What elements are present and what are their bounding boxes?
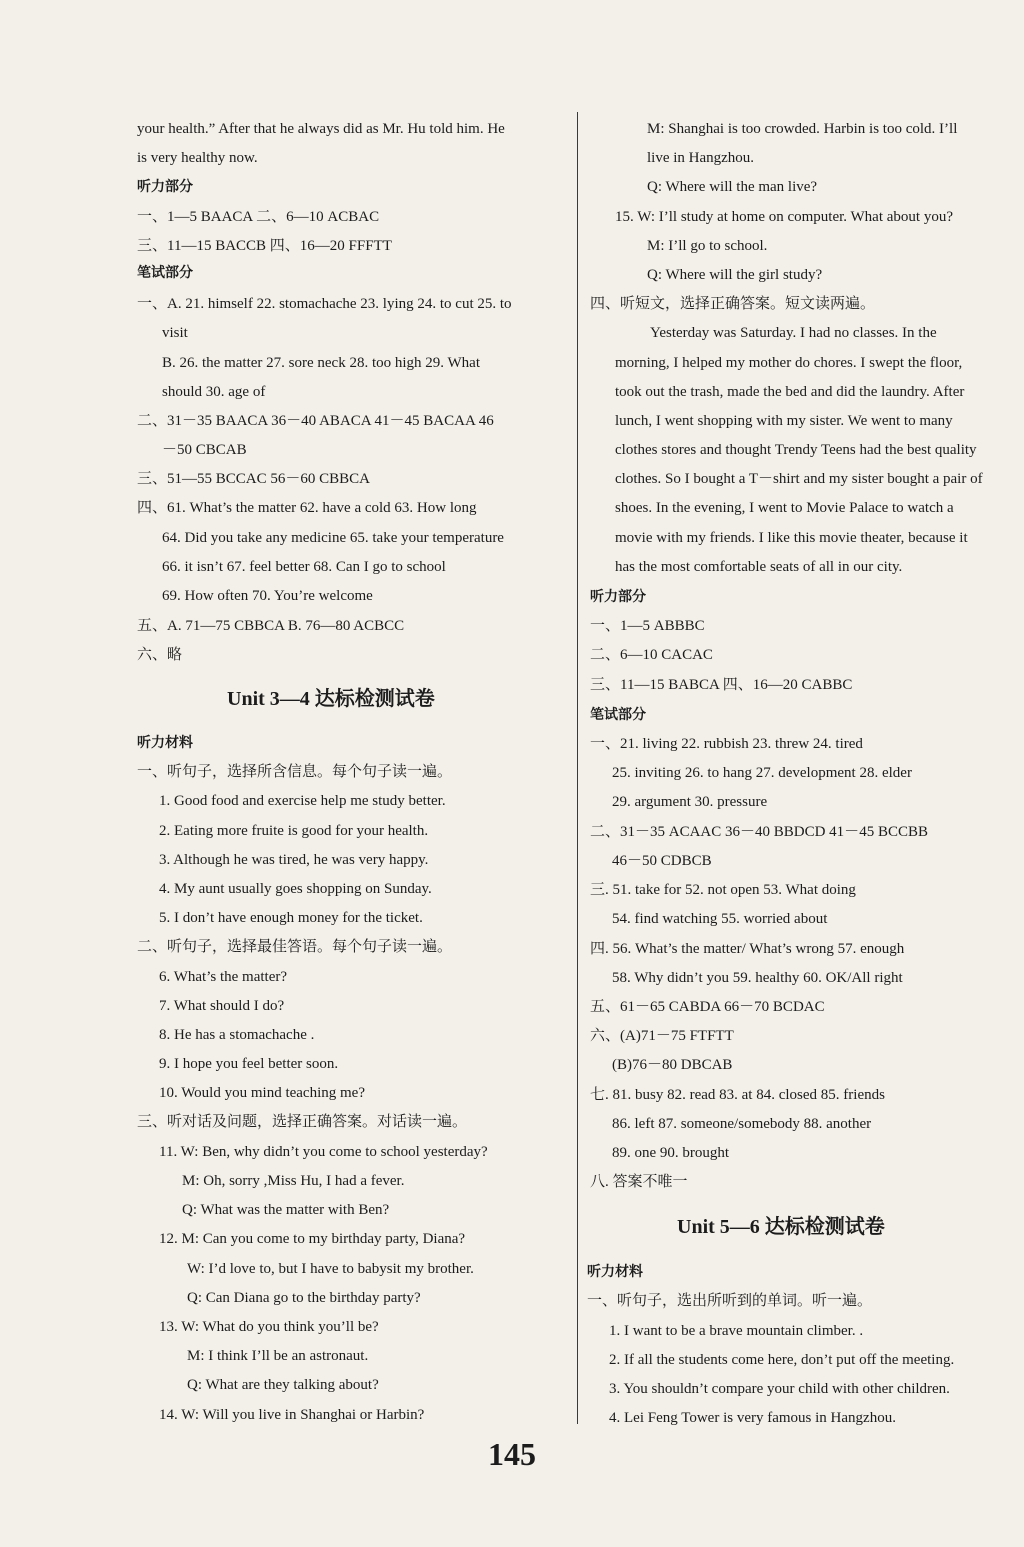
answer-line: 三、11—15 BACCB 四、16—20 FFFTT (137, 238, 392, 254)
text-line: 1. Good food and exercise help me study better. (159, 793, 446, 809)
answer-line: 66. it isn’t 67. feel better 68. Can I go to school (162, 559, 446, 575)
text-line: 1. I want to be a brave mountain climber. . (609, 1323, 864, 1339)
answer-line: 四、61. What’s the matter 62. have a cold 63. How long (137, 500, 477, 516)
answer-line: 一、1—5 BAACA 二、6—10 ACBAC (137, 209, 380, 225)
unit-title: Unit 3—4 达标检测试卷 (227, 688, 435, 710)
dialogue-line: 11. W: Ben, why didn’t you come to school yesterday? (159, 1144, 488, 1160)
passage-line: movie with my friends. I like this movie theater, because it (615, 530, 968, 546)
unit-title: Unit 5—6 达标检测试卷 (677, 1216, 885, 1238)
text-line: 4. Lei Feng Tower is very famous in Hangzhou. (609, 1410, 896, 1426)
dialogue-line: Q: Where will the girl study? (647, 267, 823, 283)
answer-line: 一、A. 21. himself 22. stomachache 23. lying 24. to cut 25. to (137, 296, 512, 312)
text-line: 2. If all the students come here, don’t put off the meeting. (609, 1352, 955, 1368)
dialogue-line: 12. M: Can you come to my birthday party, Diana? (159, 1231, 466, 1247)
passage-line: has the most comfortable seats of all in our city. (615, 559, 903, 575)
page-number: 145 (488, 1436, 536, 1472)
dialogue-line: live in Hangzhou. (647, 150, 755, 166)
answer-line: 一、1—5 ABBBC (590, 618, 705, 634)
text-line: your health.” After that he always did as Mr. Hu told him. He (137, 121, 505, 137)
answer-line: should 30. age of (162, 384, 266, 400)
answer-line: 六、略 (137, 647, 183, 663)
text-line: 6. What’s the matter? (159, 969, 288, 985)
answer-line: 一、21. living 22. rubbish 23. threw 24. tired (590, 736, 863, 752)
section-heading: 听力材料 (587, 1264, 643, 1280)
answer-line: 25. inviting 26. to hang 27. development 28. elder (612, 765, 912, 781)
dialogue-line: Q: Where will the man live? (647, 179, 818, 195)
section-heading: 听力材料 (137, 735, 193, 751)
text-line: 3. Although he was tired, he was very happy. (159, 852, 429, 868)
text-line: 10. Would you mind teaching me? (159, 1085, 365, 1101)
answer-line: 三、51—55 BCCAC 56－60 CBBCA (137, 471, 370, 487)
answer-line: 三. 51. take for 52. not open 53. What doing (590, 882, 856, 898)
answer-line: 四. 56. What’s the matter/ What’s wrong 57. enough (590, 941, 905, 957)
answer-line: 64. Did you take any medicine 65. take your temperature (162, 530, 504, 546)
answer-line: 五、61－65 CABDA 66－70 BCDAC (590, 999, 825, 1015)
text-line: 3. You shouldn’t compare your child with other children. (609, 1381, 950, 1397)
column-divider (577, 112, 578, 1424)
dialogue-line: Q: Can Diana go to the birthday party? (187, 1290, 421, 1306)
text-line: 2. Eating more fruite is good for your health. (159, 823, 429, 839)
instruction-line: 三、听对话及问题，选择正确答案。对话读一遍。 (137, 1114, 468, 1130)
passage-line: Yesterday was Saturday. I had no classes. In the (650, 325, 937, 341)
dialogue-line: M: I’ll go to school. (647, 238, 768, 254)
answer-line: 69. How often 70. You’re welcome (162, 588, 373, 604)
passage-line: morning, I helped my mother do chores. I swept the floor, (615, 355, 963, 371)
answer-line: 54. find watching 55. worried about (612, 911, 828, 927)
answer-line: －50 CBCAB (162, 442, 247, 458)
dialogue-line: Q: What are they talking about? (187, 1377, 379, 1393)
dialogue-line: 15. W: I’ll study at home on computer. What about you? (615, 209, 953, 225)
section-heading: 听力部分 (137, 179, 193, 195)
dialogue-line: W: I’d love to, but I have to babysit my brother. (187, 1261, 474, 1277)
instruction-line: 一、听句子，选出所听到的单词。听一遍。 (587, 1293, 873, 1309)
dialogue-line: M: Oh, sorry ,Miss Hu, I had a fever. (182, 1173, 405, 1189)
text-line: is very healthy now. (137, 150, 258, 166)
text-line: 9. I hope you feel better soon. (159, 1056, 339, 1072)
answer-line: B. 26. the matter 27. sore neck 28. too high 29. What (162, 355, 480, 371)
dialogue-line: 13. W: What do you think you’ll be? (159, 1319, 379, 1335)
answer-line: 二、31－35 BAACA 36－40 ABACA 41－45 BACAA 46 (137, 413, 494, 429)
dialogue-line: Q: What was the matter with Ben? (182, 1202, 390, 1218)
text-line: 7. What should I do? (159, 998, 285, 1014)
answer-line: visit (162, 325, 188, 341)
answer-line: 46－50 CDBCB (612, 853, 712, 869)
answer-line: 58. Why didn’t you 59. healthy 60. OK/All right (612, 970, 903, 986)
instruction-line: 二、听句子，选择最佳答语。每个句子读一遍。 (137, 939, 453, 955)
passage-line: lunch, I went shopping with my sister. We went to many (615, 413, 953, 429)
answer-line: 七. 81. busy 82. read 83. at 84. closed 85. friends (590, 1087, 885, 1103)
text-line: 5. I don’t have enough money for the ticket. (159, 910, 423, 926)
answer-line: 六、(A)71－75 FTFTT (590, 1028, 734, 1044)
instruction-line: 一、听句子，选择所含信息。每个句子读一遍。 (137, 764, 453, 780)
text-line: 4. My aunt usually goes shopping on Sunday. (159, 881, 432, 897)
answer-line: 五、A. 71—75 CBBCA B. 76—80 ACBCC (137, 618, 405, 634)
answer-line: (B)76－80 DBCAB (612, 1057, 733, 1073)
passage-line: clothes. So I bought a T－shirt and my sister bought a pair of (615, 471, 983, 487)
text-line: 8. He has a stomachache . (159, 1027, 315, 1043)
passage-line: clothes stores and thought Trendy Teens had the best quality (615, 442, 977, 458)
passage-line: shoes. In the evening, I went to Movie Palace to watch a (615, 500, 954, 516)
answer-line: 二、31－35 ACAAC 36－40 BBDCD 41－45 BCCBB (590, 824, 928, 840)
dialogue-line: 14. W: Will you live in Shanghai or Harbin? (159, 1407, 425, 1423)
answer-line: 86. left 87. someone/somebody 88. another (612, 1116, 872, 1132)
section-heading: 笔试部分 (137, 265, 193, 281)
answer-line: 89. one 90. brought (612, 1145, 730, 1161)
answer-line: 二、6—10 CACAC (590, 647, 713, 663)
answer-line: 三、11—15 BABCA 四、16—20 CABBC (590, 677, 853, 693)
dialogue-line: M: I think I’ll be an astronaut. (187, 1348, 369, 1364)
passage-line: took out the trash, made the bed and did the laundry. After (615, 384, 965, 400)
section-heading: 听力部分 (590, 589, 646, 605)
section-heading: 笔试部分 (590, 707, 646, 723)
dialogue-line: M: Shanghai is too crowded. Harbin is too cold. I’ll (647, 121, 958, 137)
answer-line: 八. 答案不唯一 (590, 1174, 688, 1190)
answer-line: 29. argument 30. pressure (612, 794, 768, 810)
instruction-line: 四、听短文，选择正确答案。短文读两遍。 (590, 296, 876, 312)
